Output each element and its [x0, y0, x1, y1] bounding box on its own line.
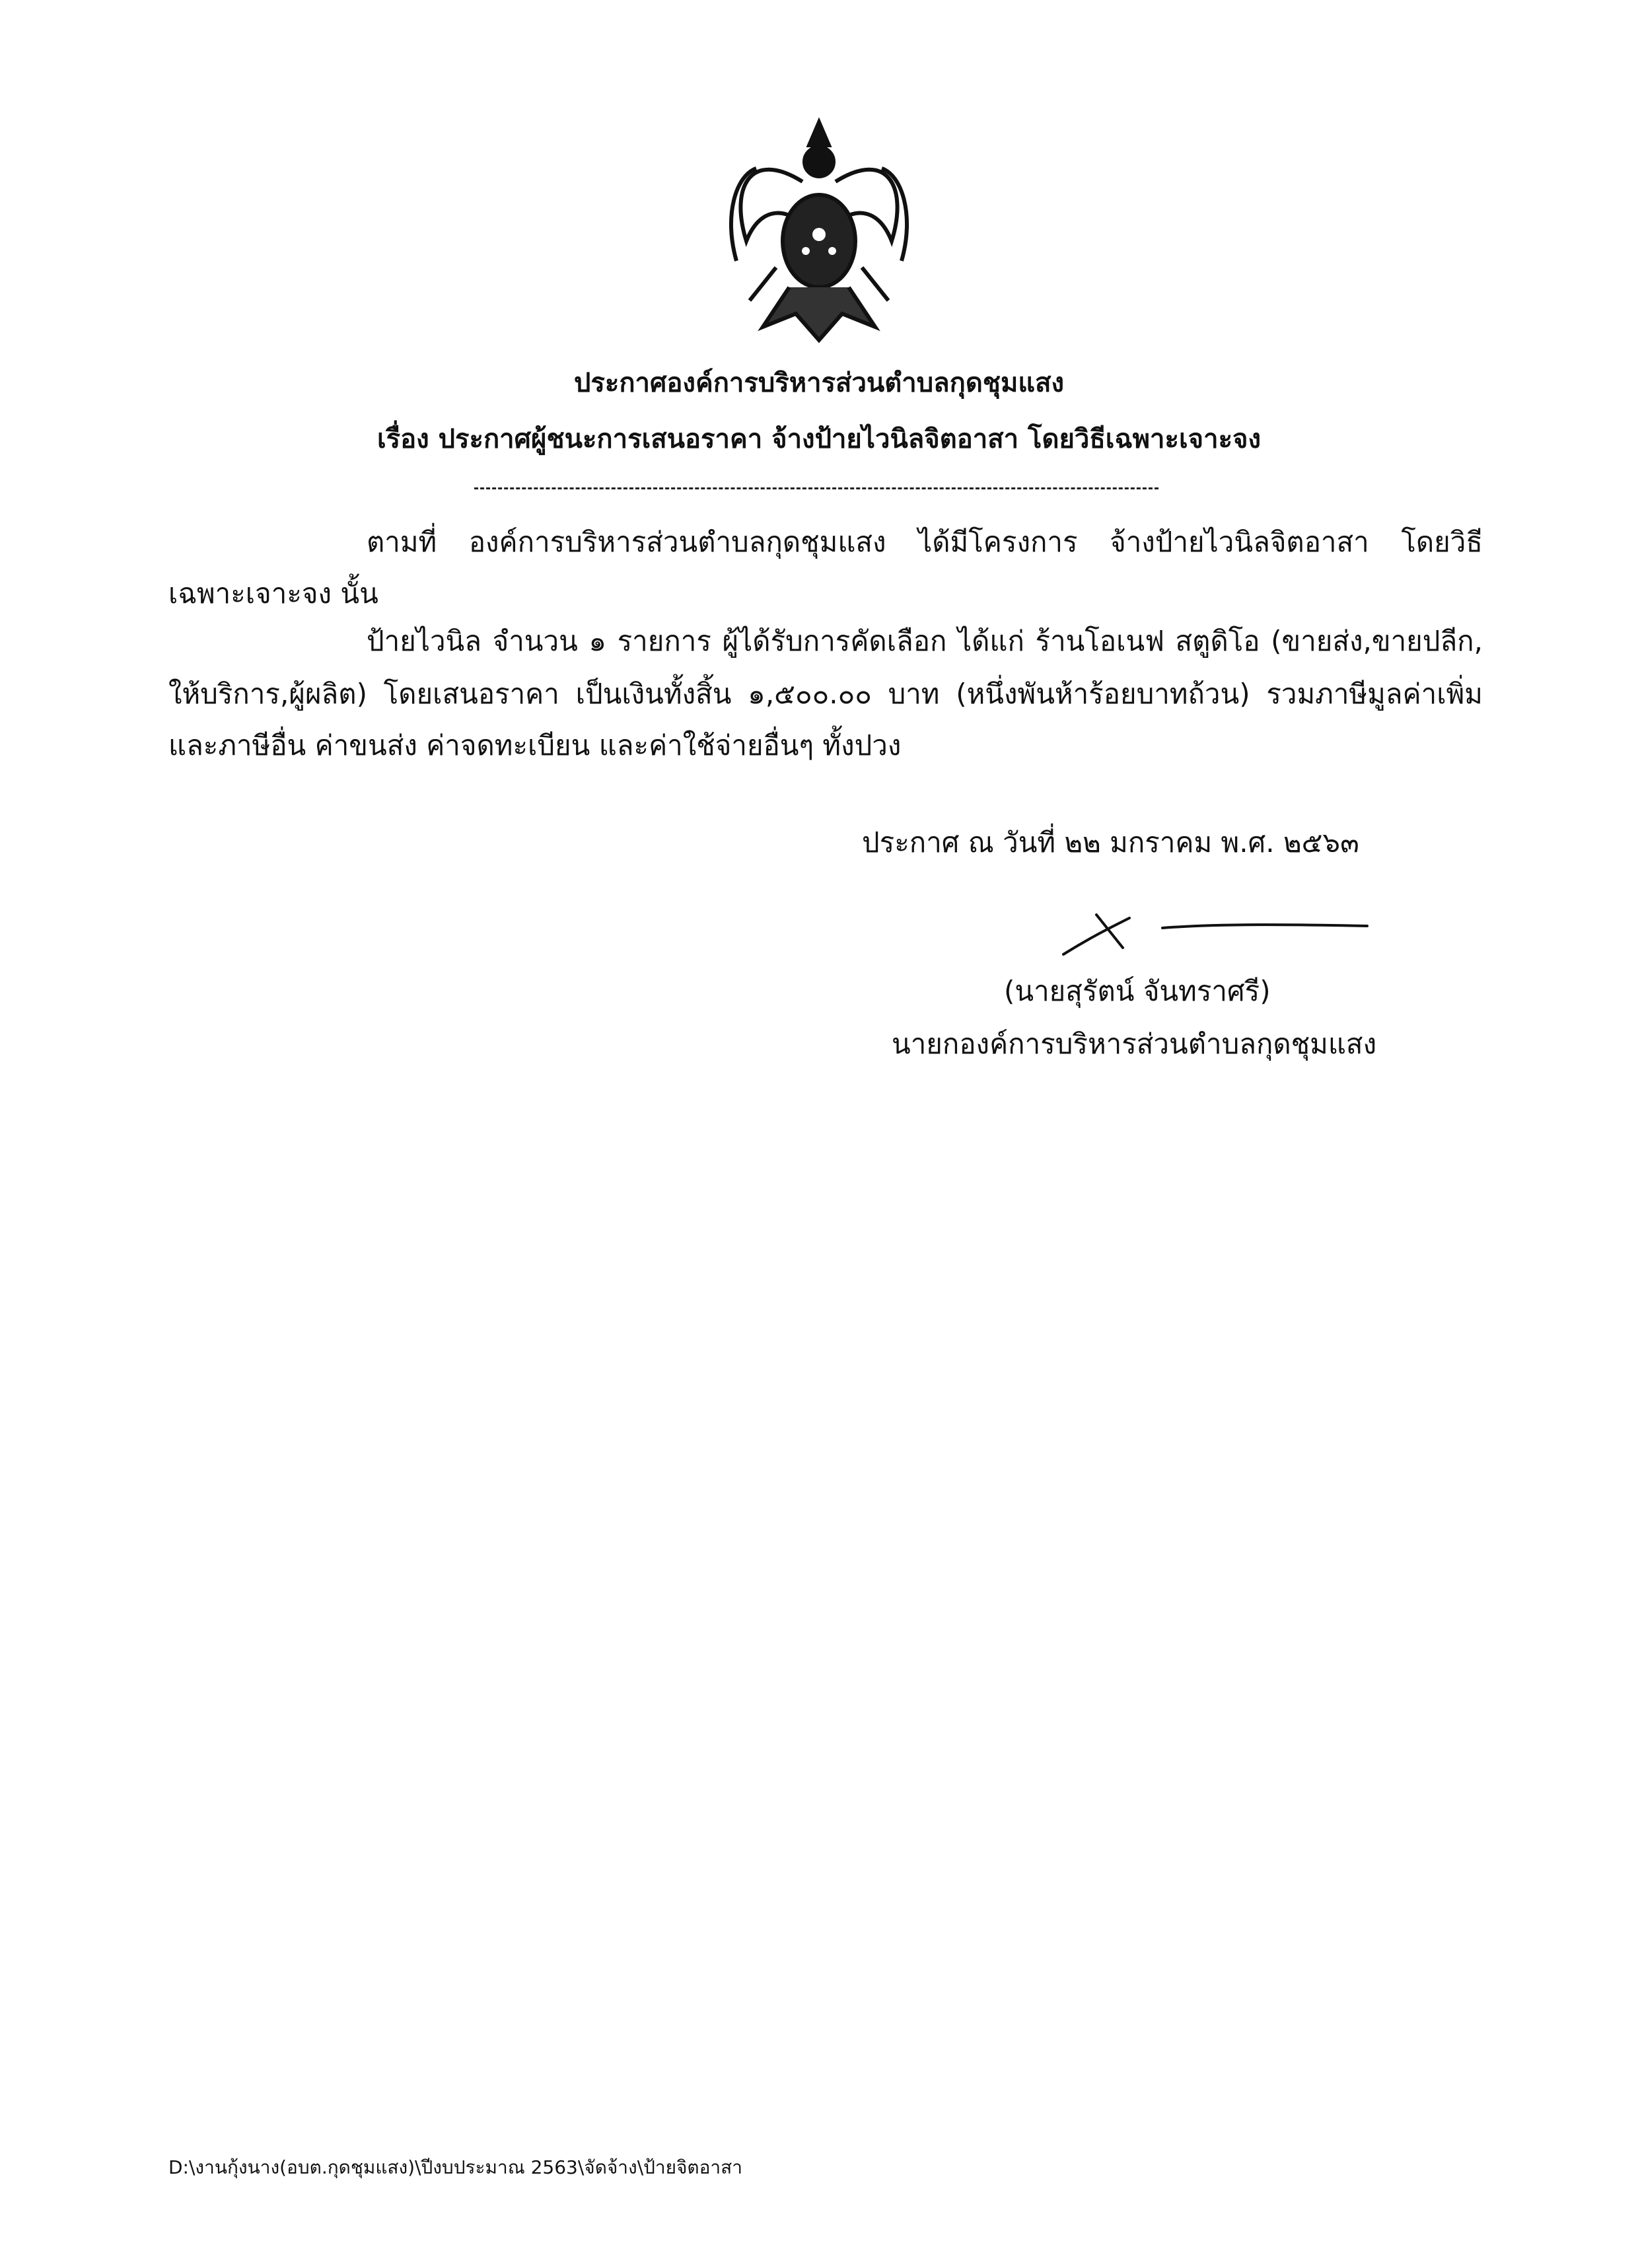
- text-segment: ๑: [588, 625, 607, 657]
- para2-line2: [168, 680, 1483, 708]
- signatory-name: (นายสุรัตน์ จันทราศรี): [1004, 975, 1271, 1007]
- announcement-title: ประกาศองค์การบริหารส่วนตำบลกุดชุมแสง: [573, 368, 1065, 398]
- announcement-subject: เรื่อง ประกาศผู้ชนะการเสนอราคา จ้างป้ายไวนิลจิตอาสา โดยวิธีเฉพาะเจาะจง: [376, 424, 1262, 454]
- text-segment: ร้านโอเนฟ: [1035, 625, 1164, 657]
- text-segment: ได้แก่: [958, 625, 1024, 657]
- text-segment: องค์การบริหารส่วนตำบลกุดชุมแสง: [468, 526, 886, 558]
- text-segment: ให้บริการ,ผู้ผลิต): [168, 678, 367, 710]
- text-segment: รายการ: [617, 625, 711, 657]
- text-segment: ๑,๕๐๐.๐๐: [748, 678, 872, 710]
- para1-line1: [367, 528, 1483, 556]
- announce-date: ประกาศ ณ วันที่ ๒๒ มกราคม พ.ศ. ๒๕๖๓: [862, 826, 1359, 859]
- para2-line3: และภาษีอื่น ค่าขนส่ง ค่าจดทะเบียน และค่าใช้จ่ายอื่นๆ ทั้งปวง: [168, 729, 902, 762]
- dashed-divider: [474, 487, 1158, 489]
- text-segment: (ขายส่ง,ขายปลีก,: [1271, 625, 1483, 657]
- text-segment: (หนึ่งพันห้าร้อยบาทถ้วน): [956, 678, 1250, 710]
- para2-line1: [367, 627, 1483, 655]
- text-segment: รวมภาษีมูลค่าเพิ่ม: [1266, 678, 1483, 710]
- garuda-emblem: [710, 109, 928, 353]
- text-segment: ตามที่: [367, 526, 437, 558]
- text-segment: จำนวน: [492, 625, 578, 657]
- text-segment: โดยเสนอราคา: [383, 678, 559, 710]
- text-segment: เป็นเงินทั้งสิ้น: [575, 678, 732, 710]
- file-path-footer: D:\งานกุ้งนาง(อบต.กุดชุมแสง)\ปีงบประมาณ 2563\จัดจ้าง\ป้ายจิตอาสา: [168, 2156, 742, 2178]
- signature: [1050, 898, 1380, 971]
- signatory-position: นายกองค์การบริหารส่วนตำบลกุดชุมแสง: [892, 1028, 1377, 1060]
- text-segment: โดยวิธี: [1401, 526, 1483, 558]
- text-segment: ป้ายไวนิล: [367, 625, 482, 657]
- text-segment: สตูดิโอ: [1175, 625, 1260, 657]
- text-segment: จ้างป้ายไวนิลจิตอาสา: [1110, 526, 1369, 558]
- text-segment: ได้มีโครงการ: [918, 526, 1078, 558]
- para1-line2: เฉพาะเจาะจง นั้น: [168, 577, 378, 610]
- text-segment: บาท: [888, 678, 940, 710]
- text-segment: ผู้ได้รับการคัดเลือก: [722, 625, 947, 657]
